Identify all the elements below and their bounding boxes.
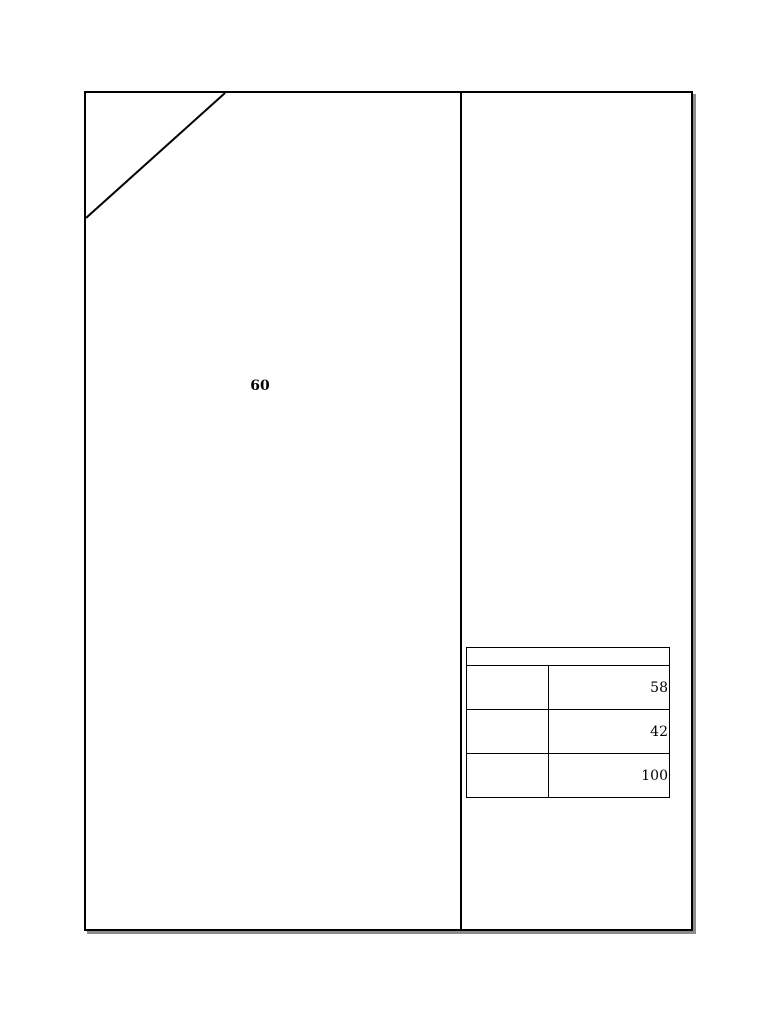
table-row bbox=[467, 666, 670, 710]
exam-cover-sheet bbox=[84, 91, 693, 931]
section-name-cell bbox=[467, 754, 549, 798]
corner-diagonal-line bbox=[86, 93, 231, 223]
section-name-cell bbox=[467, 710, 549, 754]
section-name-cell bbox=[467, 666, 549, 710]
score-table-header bbox=[467, 648, 670, 666]
table-row bbox=[467, 710, 670, 754]
table-row bbox=[467, 754, 670, 798]
section-score-cell: 42 bbox=[549, 710, 670, 754]
exam-duration: 60 bbox=[250, 378, 270, 394]
score-table bbox=[466, 647, 670, 798]
exam-notes bbox=[102, 598, 442, 614]
column-divider bbox=[460, 93, 462, 929]
score-table-header-row bbox=[467, 648, 670, 666]
section-score-cell: 58 bbox=[549, 666, 670, 710]
section-score-cell: 100 bbox=[549, 754, 670, 798]
